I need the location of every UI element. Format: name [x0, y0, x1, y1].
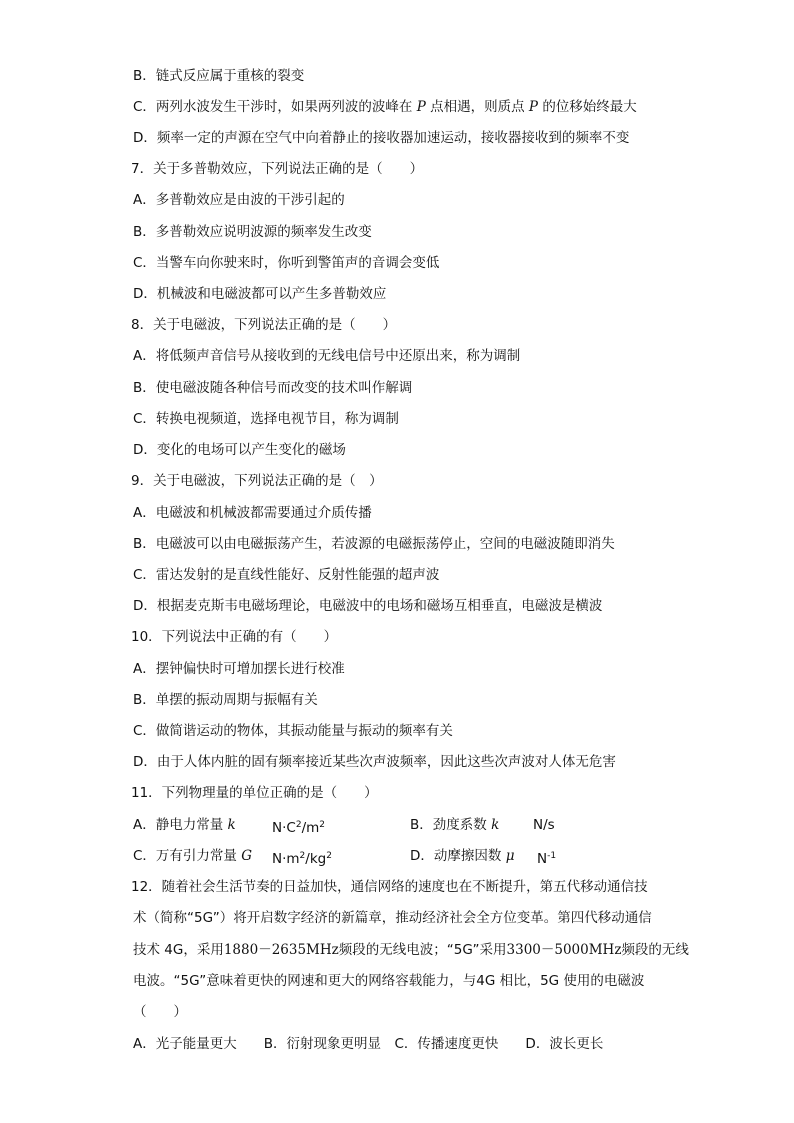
q8-option-b: B．使电磁波随各种信号而改变的技术叫作解调: [133, 380, 413, 396]
unit-text: N·m: [272, 851, 300, 867]
q9-option-d: D．根据麦克斯韦电磁场理论，电磁波中的电场和磁场互相垂直，电磁波是横波: [133, 598, 603, 614]
q12-stem-line-4: 电波。“5G”意味着更快的网速和更大的网络容载能力，与4G 相比，5G 使用的电磁波: [133, 973, 645, 989]
q8-option-d: D．变化的电场可以产生变化的磁场: [133, 442, 346, 458]
q11-option-a-symbol: k: [227, 817, 236, 833]
q12-text: 频段的无线: [621, 942, 689, 958]
unit-text: /kg: [305, 851, 327, 867]
q11-option-d-symbol: μ: [505, 848, 515, 864]
q11-option-a-label: A．静电力常量: [133, 817, 224, 833]
q6-option-b: B．链式反应属于重核的裂变: [133, 68, 305, 84]
q12-stem-line-3: [133, 940, 689, 960]
q7-option-b: B．多普勒效应说明波源的频率发生改变: [133, 224, 372, 240]
unit-exponent: -1: [547, 851, 557, 861]
q11-option-a: [133, 815, 236, 835]
q9-option-b: B．电磁波可以由电磁振荡产生，若波源的电磁振荡停止，空间的电磁波随即消失: [133, 536, 615, 552]
q10-option-a: A．摆钟偏快时可增加摆长进行校准: [133, 661, 345, 677]
q9-option-a: A．电磁波和机械波都需要通过介质传播: [133, 505, 372, 521]
unit-exponent: 2: [319, 820, 325, 830]
q6-option-c-text-1: C．两列水波发生干涉时，如果两列波的波峰在: [133, 99, 413, 115]
q11-option-b-label: B．劲度系数: [410, 817, 487, 833]
q8-option-c: C．转换电视频道，选择电视节目，称为调制: [133, 411, 399, 427]
unit-text: N·C: [272, 820, 296, 836]
q6-option-c-text-3: 的位移始终最大: [542, 99, 637, 115]
q6-option-d: D．频率一定的声源在空气中向着静止的接收器加速运动，接收器接收到的频率不变: [133, 130, 630, 146]
q11-option-b: [410, 815, 499, 835]
q7-stem: 7．关于多普勒效应，下列说法正确的是（ ）: [131, 161, 424, 177]
q11-stem: 11．下列物理量的单位正确的是（ ）: [131, 785, 378, 801]
q11-option-c-unit: [272, 846, 332, 869]
q11-option-d: [410, 846, 514, 866]
unit-text: N: [537, 851, 548, 867]
q6-option-c-text-2: 点相遇，则质点: [430, 99, 525, 115]
unit-exponent: 2: [299, 851, 306, 861]
q11-option-b-symbol: k: [491, 817, 500, 833]
unit-exponent: 2: [326, 851, 332, 861]
q12-stem-line-1: 12．随着社会生活节奏的日益加快，通信网络的速度也在不断提升，第五代移动通信技: [131, 879, 648, 895]
point-p-symbol: P: [528, 99, 539, 115]
q11-option-b-unit: N/s: [533, 817, 555, 833]
q11-option-c-symbol: G: [241, 848, 253, 864]
q10-option-d: D．由于人体内脏的固有频率接近某些次声波频率，因此这些次声波对人体无危害: [133, 754, 616, 770]
q8-option-a: A．将低频声音信号从接收到的无线电信号中还原出来，称为调制: [133, 348, 521, 364]
q9-stem: 9．关于电磁波，下列说法正确的是（ ）: [131, 473, 383, 489]
q7-option-c: C．当警车向你驶来时，你听到警笛声的音调会变低: [133, 255, 440, 271]
q11-option-d-unit: [537, 846, 556, 869]
q11-option-c-label: C．万有引力常量: [133, 848, 237, 864]
q12-answer-bracket: （ ）: [133, 1004, 187, 1020]
q7-option-a: A．多普勒效应是由波的干涉引起的: [133, 192, 345, 208]
q11-option-d-label: D．动摩擦因数: [410, 848, 502, 864]
q6-option-c: [133, 97, 637, 117]
q7-option-d: D．机械波和电磁波都可以产生多普勒效应: [133, 286, 387, 302]
q12-text: 频段的无线电波；“5G”采用: [338, 942, 507, 958]
q9-option-c: C．雷达发射的是直线性能好、反射性能强的超声波: [133, 567, 440, 583]
q11-option-a-unit: [272, 815, 325, 838]
q12-text: 技术 4G，采用: [133, 942, 224, 958]
unit-text: /m: [301, 820, 320, 836]
q12-options: A．光子能量更大 B．衍射现象更明显 C．传播速度更快 D．波长更长: [133, 1036, 604, 1052]
point-p-symbol: P: [416, 99, 426, 115]
q10-option-c: C．做简谐运动的物体，其振动能量与振动的频率有关: [133, 723, 453, 739]
unit-exponent: 2: [295, 820, 302, 830]
q10-stem: 10．下列说法中正确的有（ ）: [131, 629, 338, 645]
q10-option-b: B．单摆的振动周期与振幅有关: [133, 692, 318, 708]
q11-option-c: [133, 846, 252, 866]
frequency-range-4g: 1880－2635MHz: [223, 942, 339, 958]
q12-stem-line-2: 术（简称“5G”）将开启数字经济的新篇章，推动经济社会全方位变革。第四代移动通信: [133, 910, 652, 926]
frequency-range-5g: 3300－5000MHz: [506, 942, 622, 958]
q8-stem: 8．关于电磁波，下列说法正确的是（ ）: [131, 317, 397, 333]
